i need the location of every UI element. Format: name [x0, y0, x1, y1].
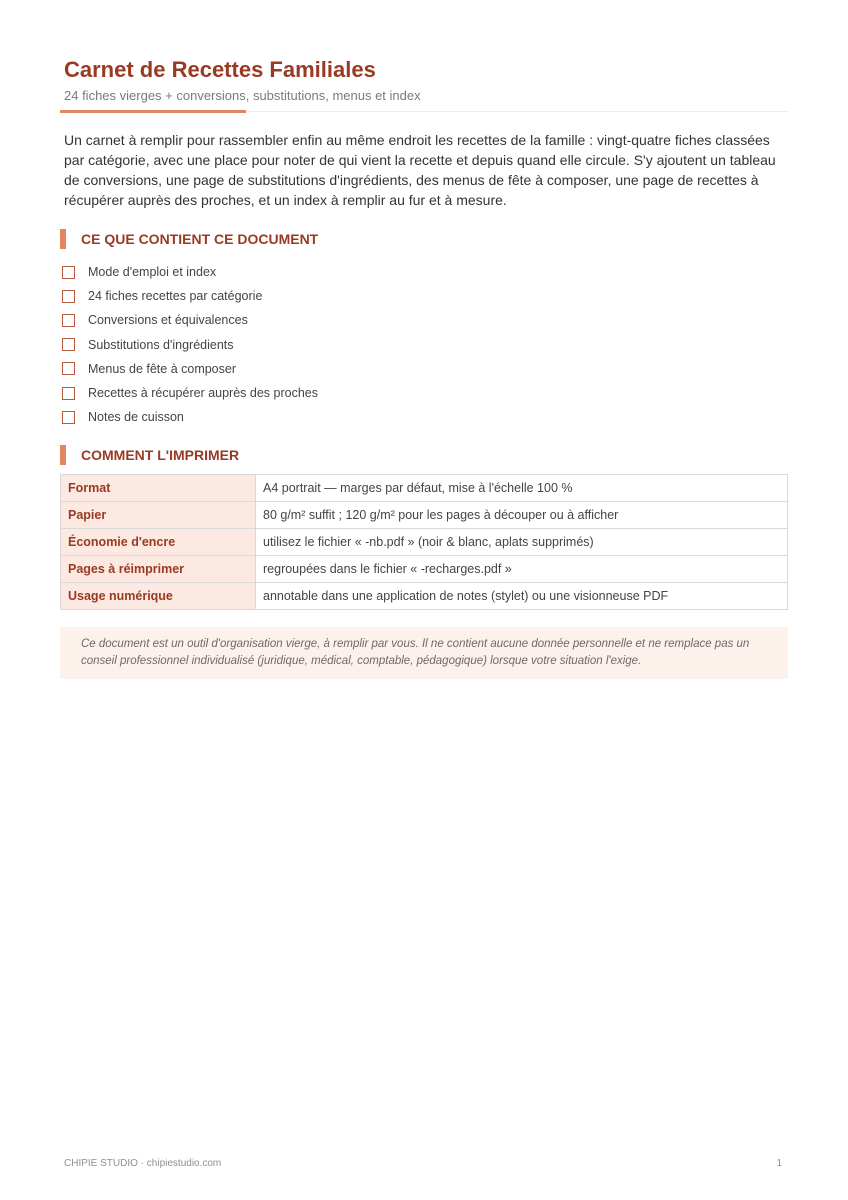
- section-marker: [60, 229, 66, 249]
- checklist-item-label: 24 fiches recettes par catégorie: [88, 289, 263, 304]
- table-row: [61, 583, 788, 610]
- checkbox[interactable]: [62, 314, 75, 327]
- checklist-item-label: Notes de cuisson: [88, 410, 184, 425]
- table-value-cell: utilisez le fichier « -nb.pdf » (noir & blanc, aplats supprimés): [256, 529, 788, 556]
- table-key-cell: Pages à réimprimer: [61, 556, 256, 583]
- checklist-item: [62, 260, 318, 284]
- checklist-item: [62, 308, 318, 332]
- table-value-cell: 80 g/m² suffit ; 120 g/m² pour les pages à découper ou à afficher: [256, 502, 788, 529]
- checkbox[interactable]: [62, 411, 75, 424]
- document-title: Carnet de Recettes Familiales: [64, 57, 376, 82]
- checklist-item: [62, 357, 318, 381]
- checklist-item-label: Recettes à récupérer auprès des proches: [88, 386, 318, 401]
- contents-heading-label: CE QUE CONTIENT CE DOCUMENT: [81, 231, 319, 247]
- footer-page-number: 1: [776, 1158, 782, 1169]
- table-row: [61, 556, 788, 583]
- checkbox[interactable]: [62, 266, 75, 279]
- checklist-item: [62, 381, 318, 405]
- checkbox[interactable]: [62, 362, 75, 375]
- checklist-item-label: Conversions et équivalences: [88, 313, 248, 328]
- checklist-item-label: Substitutions d'ingrédients: [88, 337, 234, 352]
- table-row: [61, 475, 788, 502]
- table-value-cell: regroupées dans le fichier « -recharges.pdf »: [256, 556, 788, 583]
- checklist-item: [62, 405, 318, 429]
- checkbox[interactable]: [62, 387, 75, 400]
- checklist-item: [62, 333, 318, 357]
- document-subtitle: 24 fiches vierges + conversions, substitutions, menus et index: [64, 88, 421, 103]
- checkbox[interactable]: [62, 290, 75, 303]
- footer-brand: CHIPIE STUDIO · chipiestudio.com: [64, 1158, 222, 1169]
- printing-table: [60, 474, 788, 610]
- title-accent-bar: [60, 110, 246, 113]
- table-row: [61, 502, 788, 529]
- table-value-cell: A4 portrait — marges par défaut, mise à l'échelle 100 %: [256, 475, 788, 502]
- checklist-item: [62, 284, 318, 308]
- checkbox[interactable]: [62, 338, 75, 351]
- printing-section-heading: [60, 445, 239, 465]
- contents-section-heading: [60, 229, 318, 249]
- disclaimer-notice: Ce document est un outil d'organisation vierge, à remplir par vous. Il ne contient aucune donnée personnelle et ne remplace pas un conseil professionnel individualisé (juridique, médical, comptable, pédagogique) lorsque votre situation l'exige.: [60, 627, 788, 679]
- checklist-item-label: Mode d'emploi et index: [88, 265, 217, 280]
- section-marker: [60, 445, 66, 465]
- contents-checklist: [62, 260, 318, 429]
- intro-paragraph: Un carnet à remplir pour rassembler enfin au même endroit les recettes de la famille : vingt-quatre fiches classées par catégorie, avec une place pour noter de qui vient la recette et depuis quand elle circule. S'y ajoutent un tableau de conversions, une page de substitutions d'ingrédients, des menus de fête à composer, une page de recettes à récupérer auprès des proches, et un index à remplir au fur et à mesure.: [64, 132, 776, 208]
- table-value-cell: annotable dans une application de notes (stylet) ou une visionneuse PDF: [256, 583, 788, 610]
- table-row: [61, 529, 788, 556]
- table-key-cell: Usage numérique: [61, 583, 256, 610]
- table-key-cell: Économie d'encre: [61, 529, 256, 556]
- table-key-cell: Papier: [61, 502, 256, 529]
- checklist-item-label: Menus de fête à composer: [88, 361, 236, 376]
- printing-heading-label: COMMENT L'IMPRIMER: [81, 447, 240, 463]
- table-key-cell: Format: [61, 475, 256, 502]
